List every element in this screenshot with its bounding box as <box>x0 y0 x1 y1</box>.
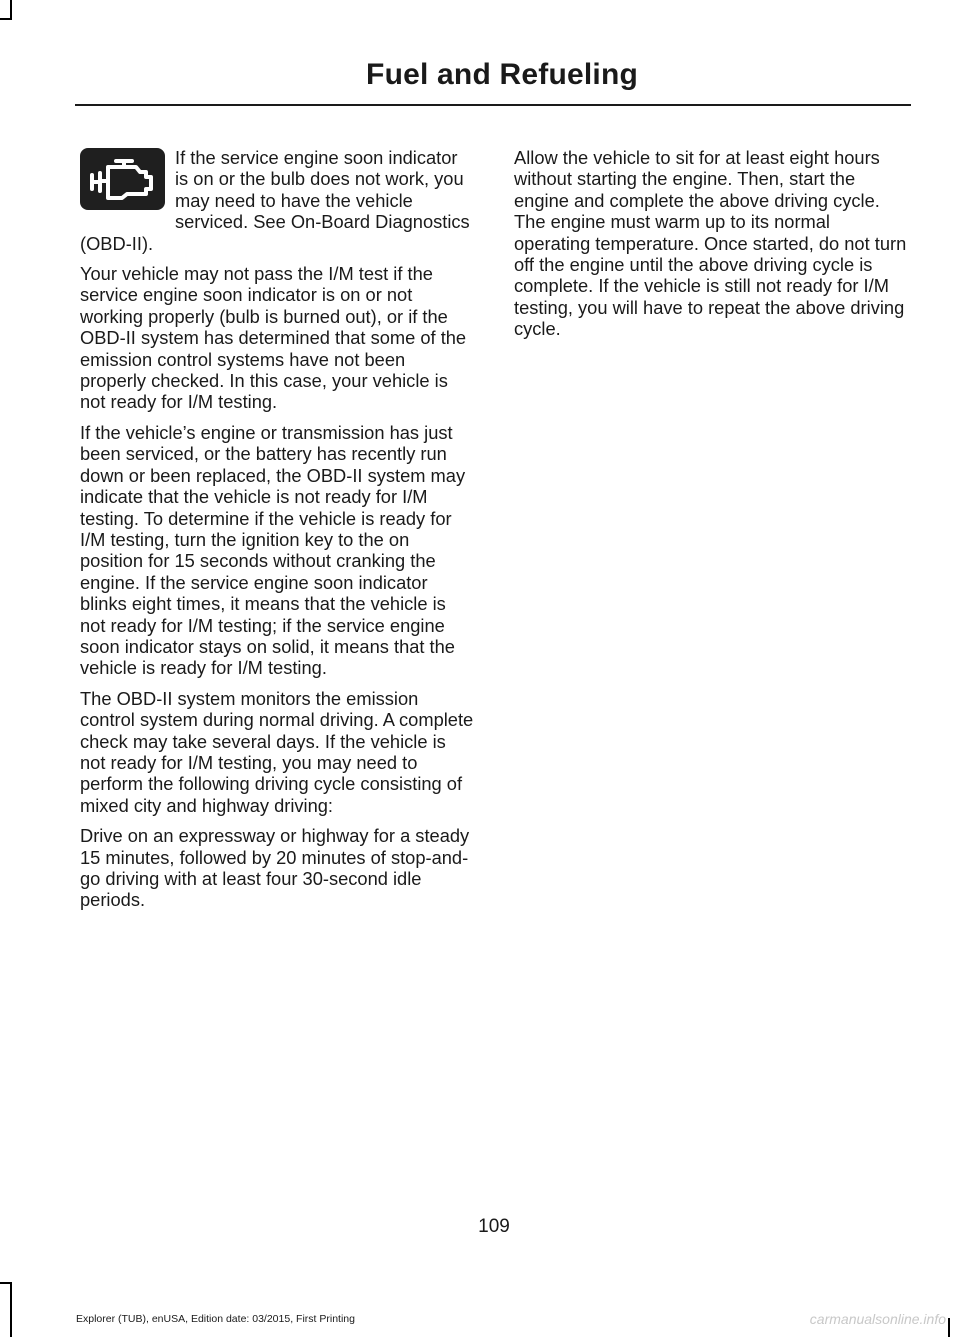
page-title: Fuel and Refueling <box>366 58 638 91</box>
crop-mark <box>10 1282 12 1337</box>
check-engine-icon <box>80 148 165 210</box>
crop-mark <box>948 1318 950 1337</box>
left-column <box>80 147 475 920</box>
crop-mark <box>0 1282 12 1284</box>
edition-footer: Explorer (TUB), enUSA, Edition date: 03/2015, First Printing <box>76 1313 355 1325</box>
paragraph-obd-monitor: The OBD-II system monitors the emission control system during normal driving. A complete check may take several days. If the vehicle is not ready for I/M testing, you may need to perform the following driving cycle consisting of mixed city and highway driving: <box>80 687 474 816</box>
paragraph-driving-cycle: Drive on an expressway or highway for a steady 15 minutes, followed by 20 minutes of stop-and-go driving with at least four 30-second idle periods. <box>80 825 470 911</box>
page-number: 109 <box>478 1216 510 1237</box>
header-divider <box>75 104 911 106</box>
crop-mark <box>0 18 12 20</box>
intro-paragraph: If the service engine soon indicator is on or the bulb does not work, you may need to have the vehicle serviced. See On-Board Diagnostics (OBD-II). <box>80 147 470 254</box>
paragraph-recently-serviced: If the vehicle’s engine or transmission has just been serviced, or the battery has recently run down or been replaced, the OBD-II system may indicate that the vehicle is not ready for I/M testing. To determine if the vehicle is ready for I/M testing, turn the ignition key to the on position for 15 seconds without cranking the engine. If the service engine soon indicator blinks eight times, it means that the vehicle is not ready for I/M testing; if the service engine soon indicator stays on solid, it means that the vehicle is ready for I/M testing. <box>80 421 466 679</box>
crop-mark <box>10 0 12 20</box>
right-column <box>514 147 909 349</box>
paragraph-im-test: Your vehicle may not pass the I/M test if the service engine soon indicator is on or not working properly (bulb is burned out), or if the OBD-II system has determined that some of the emission control systems have not been properly checked. In this case, your vehicle is not ready for I/M testing. <box>80 263 467 413</box>
paragraph-allow-sit: Allow the vehicle to sit for at least eight hours without starting the engine. Then, start the engine and complete the above driving cycle. The engine must warm up to its normal operating temperature. Once started, do not turn off the engine until the above driving cycle is complete. If the vehicle is still not ready for I/M testing, you will have to repeat the above driving cycle. <box>514 147 907 340</box>
watermark: carmanualsonline.info <box>809 1311 946 1327</box>
